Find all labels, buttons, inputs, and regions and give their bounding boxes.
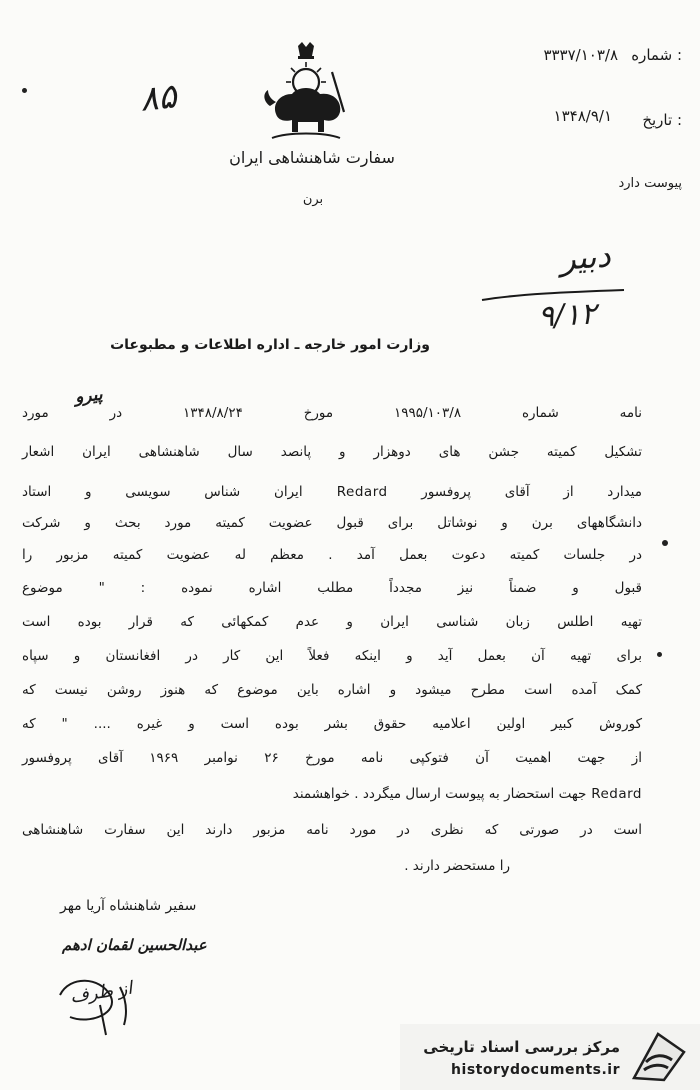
- body-line: را مستحضر دارند .: [404, 858, 510, 874]
- body-line: برای تهیه آن بعمل آید و اینکه فعلاً این کار در افغانستان و سپاه: [22, 648, 642, 664]
- signature-stroke: [40, 965, 160, 1045]
- body-line: قبول و ضمناً نیز مجدداً مطلب اشاره نموده : " موضوع: [22, 580, 642, 596]
- body-line: دانشگاههای برن و نوشاتل برای قبول عضویت کمیته مورد بحث و شرکت: [22, 515, 642, 531]
- signature-name: عبدالحسین لقمان ادهم: [62, 936, 207, 954]
- signature-title: سفیر شاهنشاه آریا مهر: [60, 898, 197, 914]
- embassy-city: برن: [302, 192, 324, 207]
- body-line: کوروش کبیر اولین اعلامیه حقوق بشر بوده است و غیره .... " که: [22, 716, 642, 732]
- margin-handwritten-note: پیرو: [73, 384, 103, 408]
- handwritten-note-right: دبیر: [558, 236, 612, 278]
- body-line: تشکیل کمیته جشن های دوهزار و پانصد سال شاهنشاهی ایران اشعار: [22, 444, 642, 460]
- ink-mark: [662, 540, 668, 546]
- ink-dot: [22, 88, 27, 93]
- body-line: Redard جهت استحضار به پیوست ارسال میگردد . خواهشمند: [292, 786, 642, 802]
- lion-and-sun-emblem-icon: [258, 42, 354, 144]
- letter-number-value: ۳۳۳۷/۱۰۳/۸: [543, 46, 618, 64]
- attachment-note: پیوست دارد: [618, 176, 682, 191]
- embassy-name: سفارت شاهنشاهی ایران: [229, 148, 395, 167]
- recipient-line: وزارت امور خارجه ـ اداره اطلاعات و مطبوعات: [110, 337, 430, 353]
- handwritten-top-left-number: ۸۵: [138, 76, 179, 120]
- letter-number-label: شماره :: [631, 46, 682, 64]
- letter-date-value: ۱۳۴۸/۹/۱: [553, 107, 612, 125]
- footer-watermark: [400, 1024, 700, 1090]
- archive-center-logo-icon: [630, 1032, 688, 1082]
- body-line: در جلسات کمیته دعوت بعمل آمد . معظم له عضویت کمیته مزبور را: [22, 547, 642, 563]
- body-line: از جهت اهمیت آن فتوکپی نامه مورخ ۲۶ نوامبر ۱۹۶۹ آقای پروفسور: [22, 750, 642, 766]
- handwritten-fraction: ۹/۱۲: [537, 296, 598, 335]
- body-line: کمک آمده است مطرح میشود و اشاره باین موضوع که هنوز روشن نیست که: [22, 682, 642, 698]
- body-line: است در صورتی که نظری در مورد نامه مزبور دارند این سفارت شاهنشاهی: [22, 822, 642, 838]
- letter-date-label: تاریخ :: [642, 111, 682, 129]
- signature-scrawl: از طرف: [68, 977, 134, 1008]
- body-line: میدارد از آقای پروفسور Redard ایران شناس سویسی و استاد: [22, 484, 642, 500]
- ink-mark: [657, 652, 662, 657]
- body-line: نامه شماره ۱۹۹۵/۱۰۳/۸ مورخ ۱۳۴۸/۸/۲۴ در مورد: [22, 405, 642, 421]
- body-line: تهیه اطلس زبان شناسی ایران و عدم کمکهائی که قرار بوده است: [22, 614, 642, 630]
- archive-center-website: historydocuments.ir: [451, 1062, 620, 1078]
- archive-center-name: مرکز بررسی اسناد تاریخی: [423, 1038, 620, 1056]
